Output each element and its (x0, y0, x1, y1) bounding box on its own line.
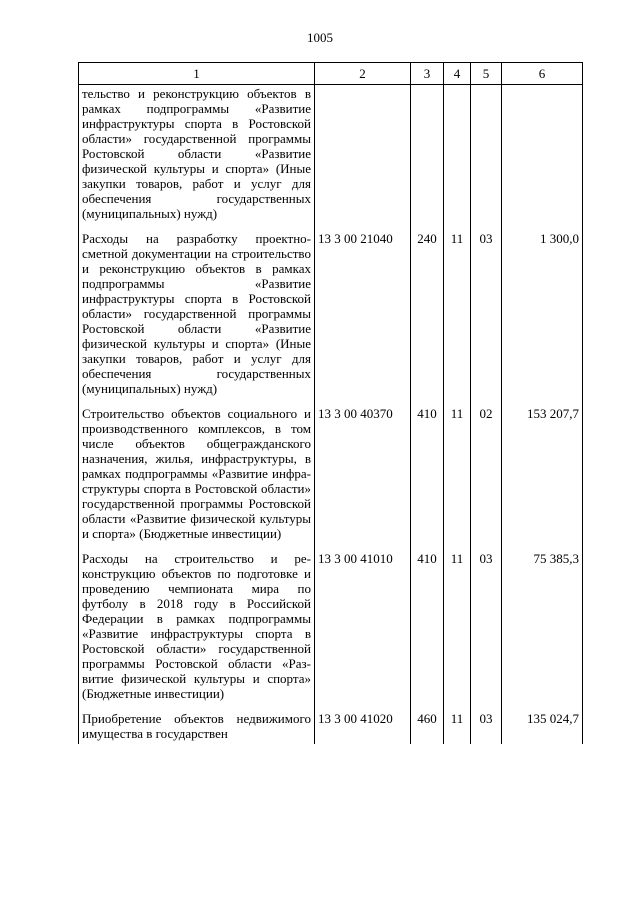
budget-table (78, 62, 583, 744)
table-row (79, 405, 583, 544)
row-code: 13 3 00 41010 (315, 550, 411, 704)
col-header-3: 3 (411, 63, 444, 85)
col-header-1: 1 (79, 63, 315, 85)
page-number: 1005 (307, 30, 333, 45)
row-subsection: 03 (471, 710, 502, 744)
table-row (79, 85, 583, 225)
row-expense-type: 410 (411, 405, 444, 544)
row-amount: 135 024,7 (502, 710, 583, 744)
col-header-6: 6 (502, 63, 583, 85)
row-section: 11 (444, 405, 471, 544)
header-row (79, 63, 583, 85)
row-description: Расходы на разработку проектно-сметной документации на строительство и реконструкцию объектов в рамках подпрограммы «Развитие инфраструктуры спорта в Ростовской области» государственной программы Ростовской области «Развитие физической культуры и спорта» (Иные закупки товаров, работ и услуг для обеспечения государственных (муниципальных) нужд) (79, 230, 315, 399)
row-subsection: 03 (471, 230, 502, 399)
col-header-5: 5 (471, 63, 502, 85)
row-section: 11 (444, 230, 471, 399)
row-description: тельство и реконструкцию объектов в рамках подпрограммы «Развитие инфраструктуры спорта в Ростовской области» государственной программы Ростовской области «Развитие физической культуры и спорта» (Иные закупки товаров, работ и услуг для обеспечения государственных (муниципальных) нужд) (79, 85, 315, 225)
row-amount: 1 300,0 (502, 230, 583, 399)
row-description: Строительство объектов социального и производственного комплексов, в том числе объектов общегражданского назначения, жилья, инфраструктуры, в рамках подпрограммы «Развитие инфраструктуры спорта в Ростовской области» государственной программы Ростовской области «Развитие физической культуры и спорта» (Бюджетные инвестиции) (79, 405, 315, 544)
col-header-4: 4 (444, 63, 471, 85)
table-row (79, 550, 583, 704)
row-subsection: 03 (471, 550, 502, 704)
row-description: Расходы на строительство и реконструкцию объектов по подготовке и проведению чемпионата мира по футболу в 2018 году в Российской Федерации в рамках подпрограммы «Развитие инфраструктуры спорта в Ростовской области» государственной программы Ростовской области «Развитие физической культуры и спорта» (Бюджетные инвестиции) (79, 550, 315, 704)
row-amount: 153 207,7 (502, 405, 583, 544)
row-code (315, 85, 411, 225)
row-expense-type: 410 (411, 550, 444, 704)
row-amount (502, 85, 583, 225)
row-subsection: 02 (471, 405, 502, 544)
table-row (79, 230, 583, 399)
row-expense-type: 460 (411, 710, 444, 744)
row-code: 13 3 00 41020 (315, 710, 411, 744)
row-amount: 75 385,3 (502, 550, 583, 704)
row-description: Приобретение объектов недвижимого имущества в государствен (79, 710, 315, 744)
col-header-2: 2 (315, 63, 411, 85)
row-code: 13 3 00 40370 (315, 405, 411, 544)
row-expense-type (411, 85, 444, 225)
table-row (79, 710, 583, 744)
row-expense-type: 240 (411, 230, 444, 399)
row-section (444, 85, 471, 225)
row-section: 11 (444, 550, 471, 704)
row-section: 11 (444, 710, 471, 744)
row-subsection (471, 85, 502, 225)
row-code: 13 3 00 21040 (315, 230, 411, 399)
